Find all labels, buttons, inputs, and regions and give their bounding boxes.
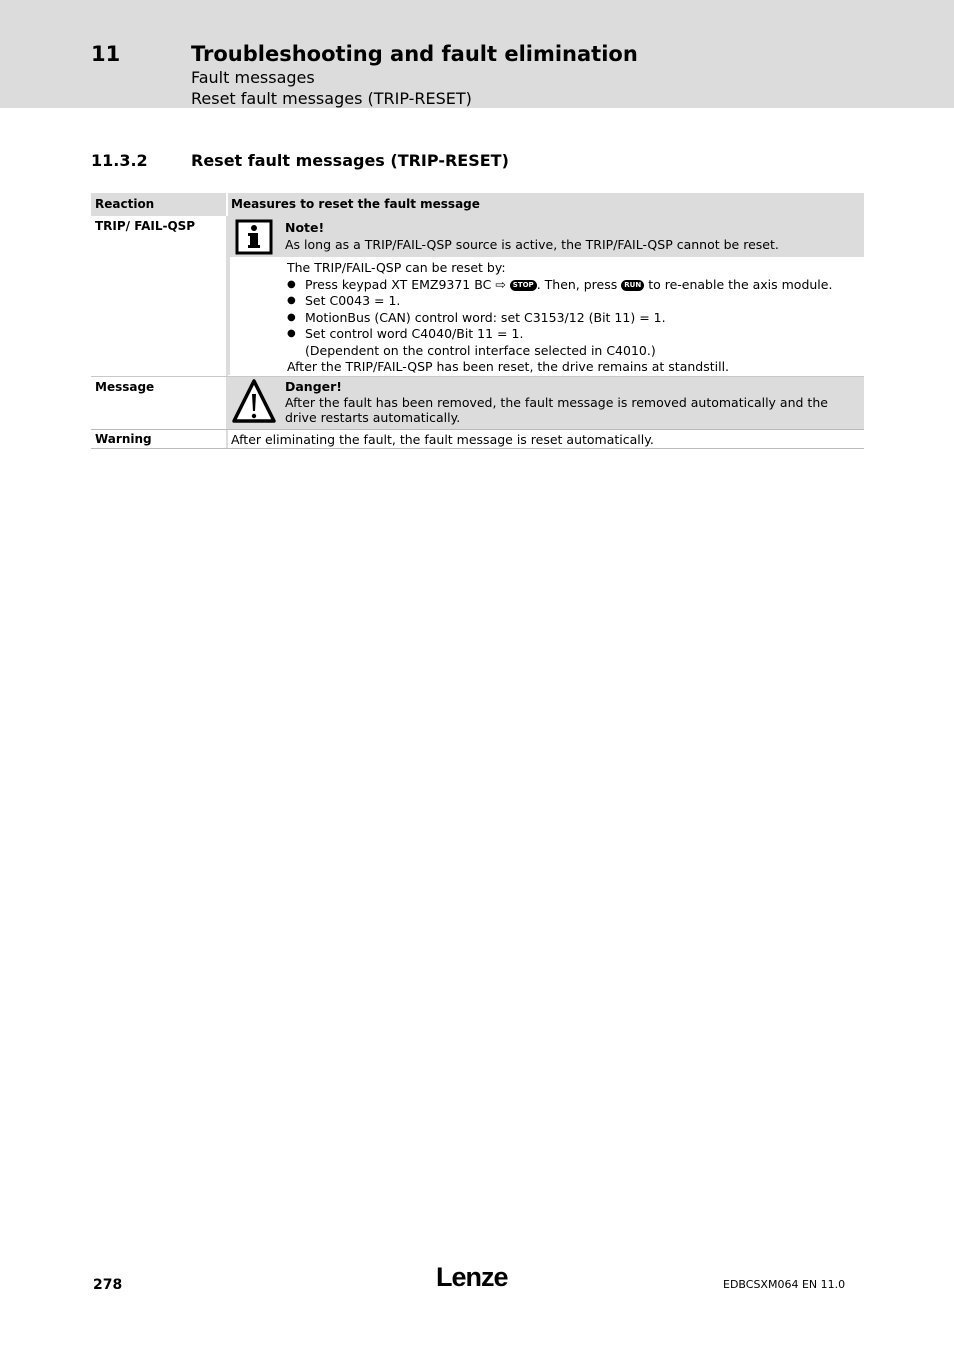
col-header-measures: Measures to reset the fault message <box>228 193 864 216</box>
reaction-message: Message <box>91 377 228 429</box>
bullet-4-note: (Dependent on the control interface selected in C4010.) <box>305 342 656 358</box>
chapter-title: Troubleshooting and fault elimination <box>191 42 638 66</box>
note-text: As long as a TRIP/FAIL-QSP source is active, the TRIP/FAIL-QSP cannot be reset. <box>285 237 779 252</box>
table-row-message <box>91 377 864 429</box>
note-box <box>228 216 864 257</box>
document-id: EDBCSXM064 EN 11.0 <box>723 1278 846 1291</box>
reset-table <box>91 193 864 449</box>
danger-heading: Danger! <box>285 379 343 394</box>
list-item: ● Press keypad XT EMZ9371 BC ⇨ STOP . Then, press RUN to re-enable the axis module. <box>287 277 857 294</box>
warning-triangle-icon <box>228 377 282 429</box>
chapter-number: 11 <box>91 42 121 66</box>
divider <box>91 448 864 449</box>
page-number: 278 <box>93 1277 123 1293</box>
trip-instructions <box>228 257 864 375</box>
col-header-reaction: Reaction <box>91 193 228 216</box>
danger-box <box>228 377 864 429</box>
table-row-warning <box>91 430 864 448</box>
stop-key-icon: STOP <box>510 280 537 291</box>
header-subtitle-2: Reset fault messages (TRIP-RESET) <box>191 89 472 108</box>
note-heading: Note! <box>285 220 325 235</box>
warning-text: After eliminating the fault, the fault message is reset automatically. <box>231 432 654 447</box>
list-item: ● Set C0043 = 1. <box>287 293 857 310</box>
section-title: Reset fault messages (TRIP-RESET) <box>191 151 509 170</box>
info-icon <box>228 216 282 257</box>
table-header-row <box>91 193 864 216</box>
section-number: 11.3.2 <box>91 151 148 170</box>
list-item: ● Set control word C4040/Bit 11 = 1. <box>287 326 857 343</box>
list-item: ● MotionBus (CAN) control word: set C3153/12 (Bit 11) = 1. <box>287 310 857 327</box>
header-subtitle-1: Fault messages <box>191 68 315 87</box>
table-row-trip <box>91 216 864 376</box>
trip-intro: The TRIP/FAIL-QSP can be reset by: <box>287 260 506 275</box>
trip-outro: After the TRIP/FAIL-QSP has been reset, the drive remains at standstill. <box>287 359 730 374</box>
run-key-icon: RUN <box>621 280 644 291</box>
danger-text: After the fault has been removed, the fault message is removed automatically and the drive restarts automatically. <box>285 395 828 425</box>
reaction-trip: TRIP/ FAIL-QSP <box>91 216 228 376</box>
reaction-warning: Warning <box>91 430 228 448</box>
arrow-icon: ⇨ <box>495 276 506 292</box>
lenze-logo: Lenze <box>436 1262 508 1292</box>
